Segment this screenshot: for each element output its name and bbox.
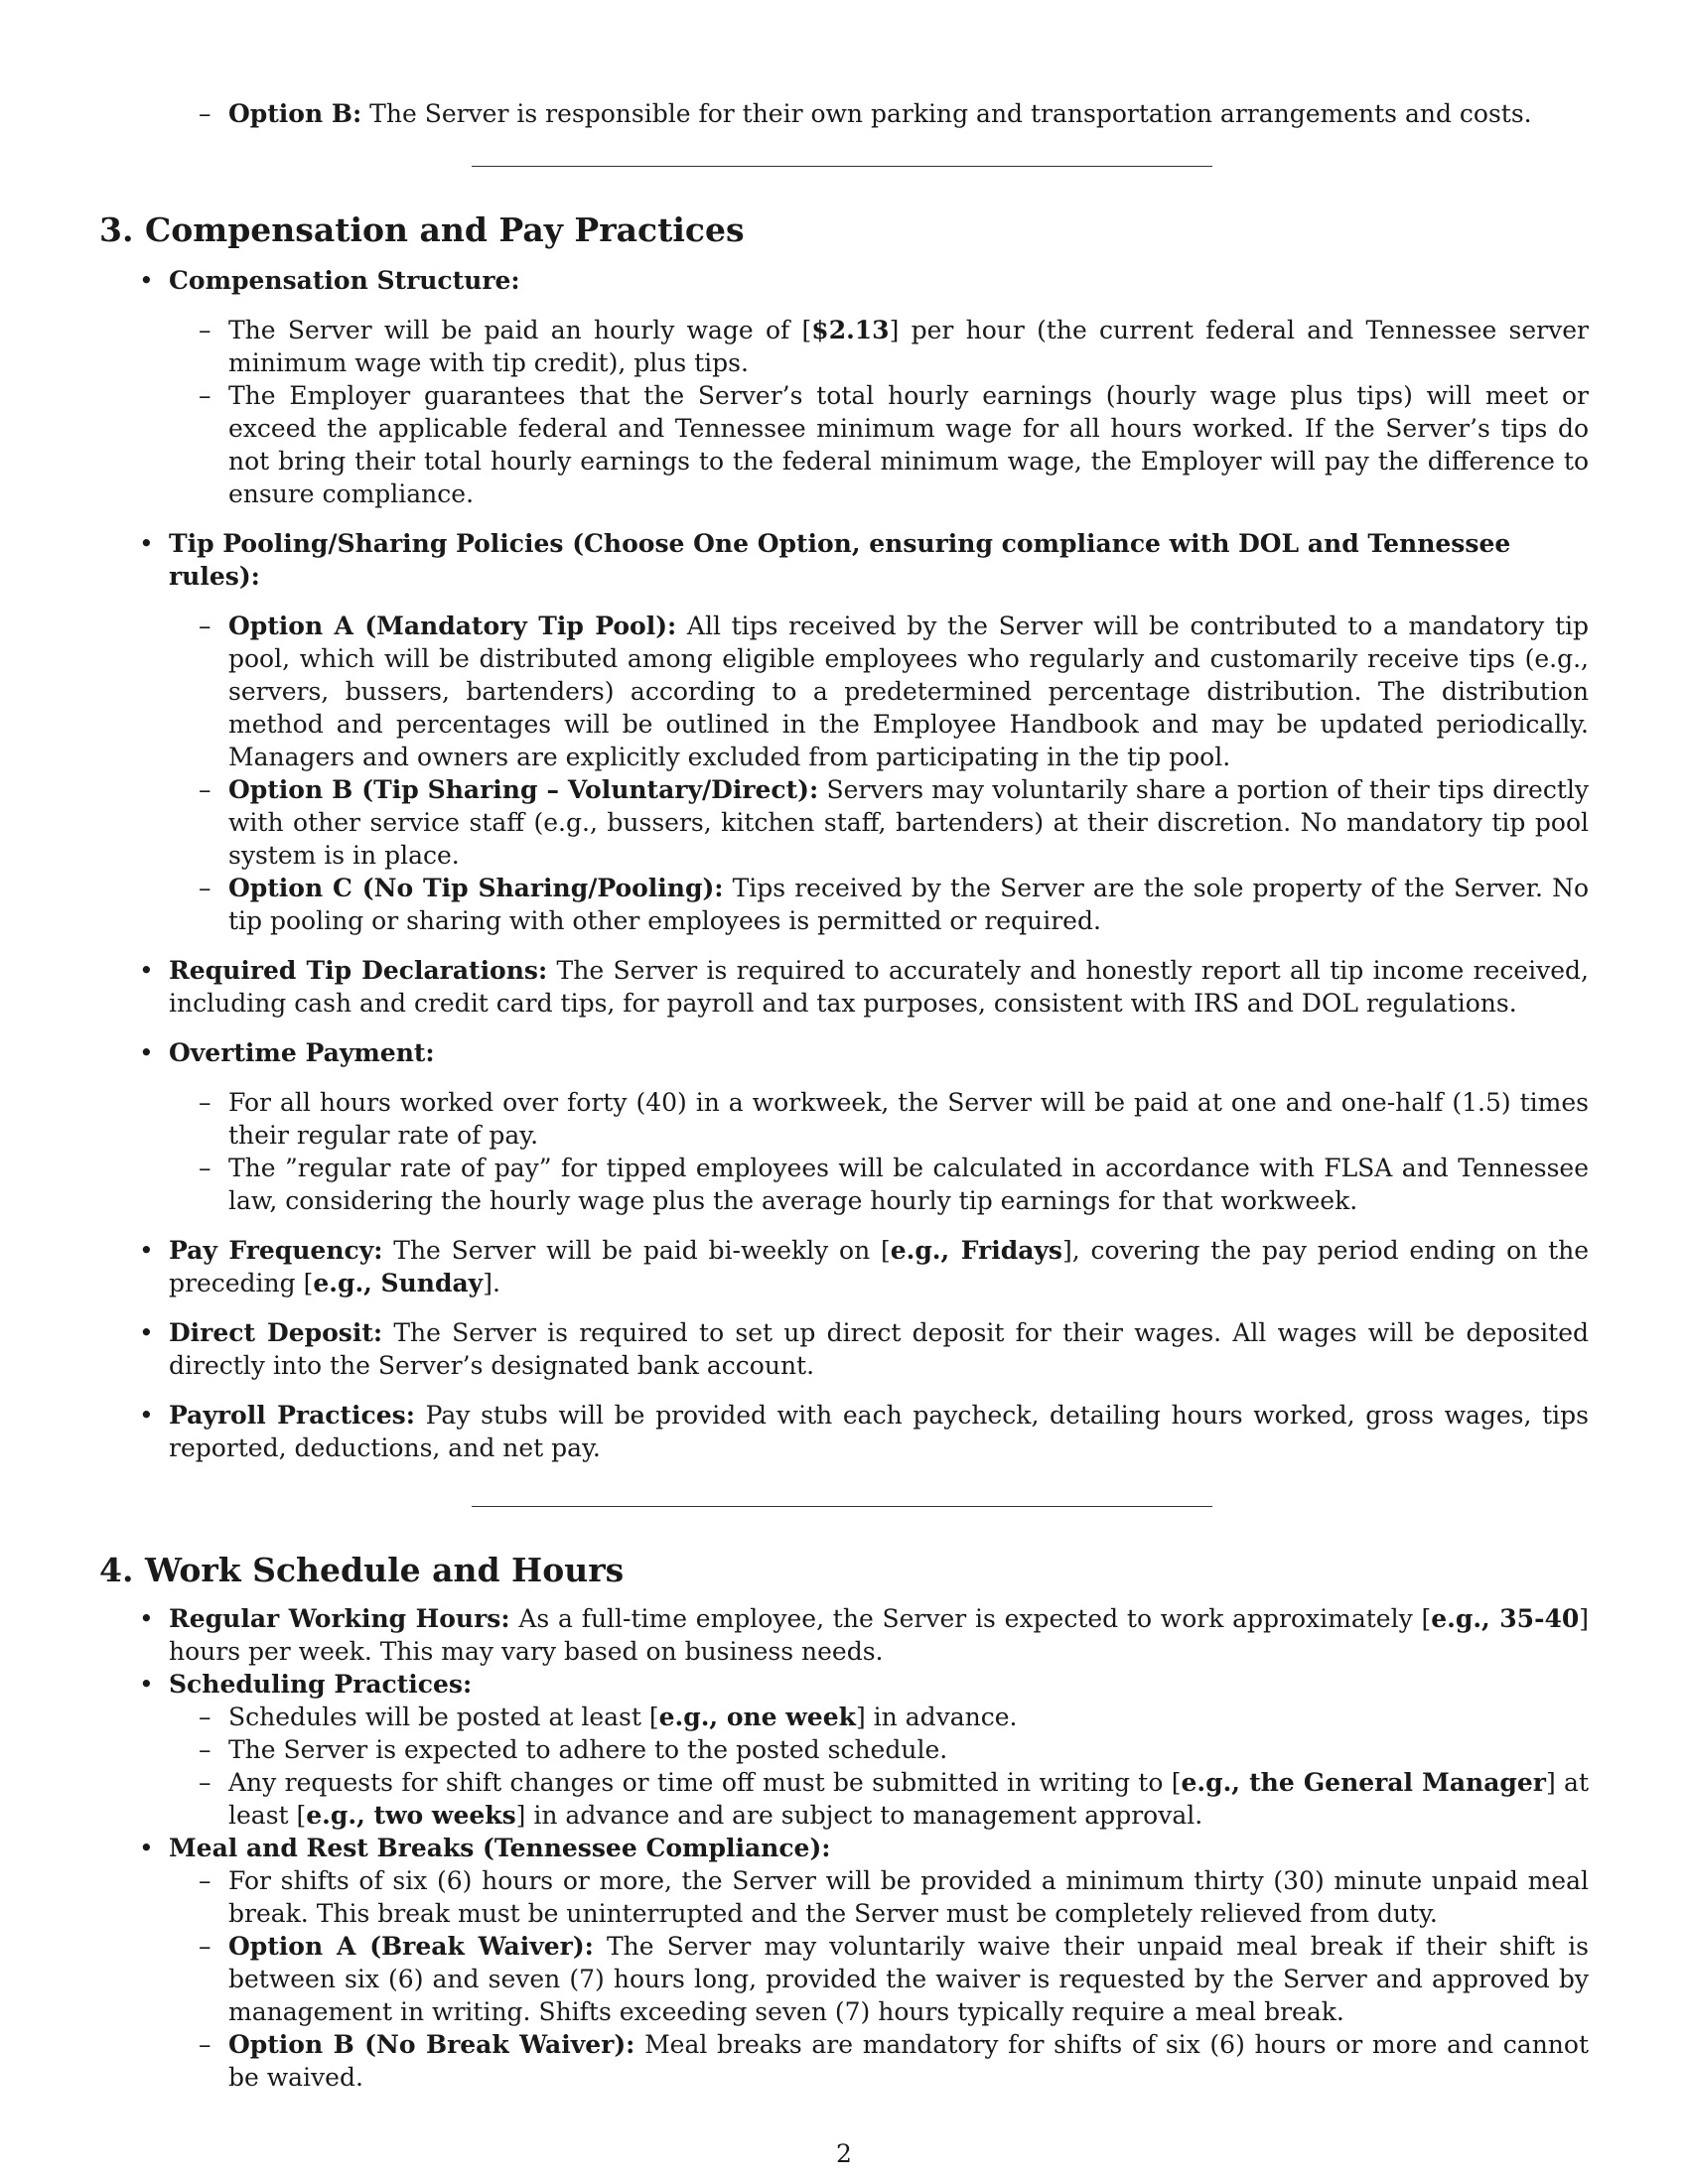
tip-pooling-sublist <box>169 610 1589 937</box>
text: ] in advance. <box>855 1703 1018 1731</box>
text: For all hours worked over forty (40) in a workweek, the Server will be paid at one and one-half (1.5) times their regular rate of pay. <box>228 1088 1589 1150</box>
text: The Server will be paid an hourly wage of [ <box>228 316 812 344</box>
bullet: • <box>139 1038 154 1067</box>
placeholder-value: e.g., the General Manager <box>1181 1768 1546 1797</box>
placeholder-value: e.g., Fridays <box>890 1236 1063 1265</box>
section-number: 3. <box>99 210 134 249</box>
section-4-list <box>99 1602 1589 2094</box>
option-label: Option C (No Tip Sharing/Pooling): <box>228 874 724 902</box>
list-item-regular-hours <box>99 1602 1589 1668</box>
option-label: Option A (Mandatory Tip Pool): <box>228 612 677 640</box>
bullet: • <box>139 1401 154 1430</box>
text: As a full-time employee, the Server is expected to work approximately [ <box>518 1604 1432 1633</box>
text: ] per hour (the current federal and Tennessee server minimum wage with tip credit), plus tips. <box>228 316 1589 377</box>
text: The Server may voluntarily waive their unpaid meal break if their shift is between six (6) and seven (7) hours long, provided the waiver is requested by the Server and approved by management in writing. Shifts exceeding seven (7) hours typically require a meal break. <box>228 1932 1590 2026</box>
dash-bullet: – <box>199 2030 211 2059</box>
dash-bullet: – <box>199 316 211 344</box>
list-item-meal-breaks <box>99 1832 1589 2094</box>
dash-bullet: – <box>199 1154 211 1182</box>
sub-item-shift-requests <box>169 1766 1589 1832</box>
bullet: • <box>139 1318 154 1347</box>
text: Schedules will be posted at least [ <box>228 1703 659 1731</box>
text: The Employer guarantees that the Server’s total hourly earnings (hourly wage plus tips) will meet or exceed the applicable federal and Tennessee minimum wage for all hours worked. If the Server’s tips do not bring their total hourly earnings to the federal minimum wage, the Employer will pay the difference to ensure compliance. <box>228 381 1589 508</box>
list-item-scheduling <box>99 1668 1589 1832</box>
sub-item-no-break-waiver <box>169 2028 1589 2094</box>
text: All tips received by the Server will be contributed to a mandatory tip pool, which will be distributed among eligible employees who regularly and customarily receive tips (e.g., servers, bussers, bartenders) according to a predetermined percentage distribution. The distribution method and percentages will be outlined in the Employee Handbook and may be updated periodically. Managers and owners are explicitly excluded from participating in the tip pool. <box>228 612 1589 771</box>
text: Tips received by the Server are the sole property of the Server. No tip pooling or sharing with other employees is permitted or required. <box>228 874 1589 935</box>
wage-value: $2.13 <box>811 316 890 344</box>
bullet: • <box>139 529 154 558</box>
sub-item-schedule-posting <box>169 1701 1589 1733</box>
text: Meal breaks are mandatory for shifts of six (6) hours or more and cannot be waived. <box>228 2030 1589 2092</box>
dash-bullet: – <box>199 1866 211 1895</box>
sub-item-regular-rate <box>169 1152 1589 1217</box>
option-b-parking-item <box>99 97 1589 130</box>
bullet: • <box>139 1604 154 1633</box>
dash-bullet: – <box>199 1735 211 1764</box>
comp-structure-label: Compensation Structure: <box>169 266 520 295</box>
placeholder-value: e.g., one week <box>658 1703 856 1731</box>
text: ]. <box>483 1269 500 1297</box>
bullet: • <box>139 266 154 295</box>
option-b-label: Option B: <box>228 99 362 128</box>
placeholder-value: e.g., 35-40 <box>1431 1604 1580 1633</box>
dash-bullet: – <box>199 99 211 128</box>
scheduling-label: Scheduling Practices: <box>169 1670 473 1699</box>
tip-pooling-label: Tip Pooling/Sharing Policies (Choose One Option, ensuring compliance with DOL and Tennessee rules): <box>169 529 1511 591</box>
placeholder-value: e.g., Sunday <box>313 1269 484 1297</box>
text: The Server is required to accurately and honestly report all tip income received, including cash and credit card tips, for payroll and tax purposes, consistent with IRS and DOL regulations. <box>169 956 1589 1018</box>
meal-breaks-sublist <box>169 1864 1589 2094</box>
text: The Server is required to set up direct deposit for their wages. All wages will be deposited directly into the Server’s designated bank account. <box>169 1318 1589 1380</box>
regular-hours-label: Regular Working Hours: <box>169 1604 510 1633</box>
bullet: • <box>139 956 154 985</box>
sub-item-option-c <box>169 872 1589 937</box>
page-number: 2 <box>836 2139 852 2168</box>
overtime-sublist <box>169 1086 1589 1217</box>
dash-bullet: – <box>199 612 211 640</box>
sub-item-option-a <box>169 610 1589 773</box>
text: Servers may voluntarily share a portion of their tips directly with other service staff (e.g., bussers, kitchen staff, bartenders) at their discretion. No mandatory tip pool system is in place. <box>228 775 1589 870</box>
section-title: Work Schedule and Hours <box>145 1551 625 1589</box>
horizontal-rule <box>472 166 1212 167</box>
sub-item-adherence <box>169 1733 1589 1766</box>
overtime-label: Overtime Payment: <box>169 1038 435 1067</box>
option-label: Option B (No Break Waiver): <box>228 2030 635 2059</box>
section-heading-3 <box>99 210 1589 250</box>
sub-item-option-b <box>169 773 1589 872</box>
dash-bullet: – <box>199 1932 211 1961</box>
dash-bullet: – <box>199 1088 211 1117</box>
dash-bullet: – <box>199 775 211 804</box>
text: ] hours per week. This may vary based on business needs. <box>169 1604 1589 1666</box>
text: The ”regular rate of pay” for tipped employees will be calculated in accordance with FLSA and Tennessee law, considering the hourly wage plus the average hourly tip earnings for that workweek. <box>228 1154 1589 1215</box>
text: Any requests for shift changes or time off must be submitted in writing to [ <box>228 1768 1182 1797</box>
tip-declarations-label: Required Tip Declarations: <box>169 956 548 985</box>
bullet: • <box>139 1834 154 1862</box>
pay-frequency-label: Pay Frequency: <box>169 1236 383 1265</box>
page-content <box>99 97 1589 2094</box>
direct-deposit-label: Direct Deposit: <box>169 1318 383 1347</box>
list-item-direct-deposit <box>99 1316 1589 1382</box>
horizontal-rule <box>472 1506 1212 1507</box>
payroll-label: Payroll Practices: <box>169 1401 415 1430</box>
text: ] in advance and are subject to management approval. <box>515 1801 1203 1830</box>
sub-item-meal-break <box>169 1864 1589 1930</box>
scheduling-sublist <box>169 1701 1589 1832</box>
text: For shifts of six (6) hours or more, the Server will be provided a minimum thirty (30) minute unpaid meal break. This break must be uninterrupted and the Server must be completely relieved from duty. <box>228 1866 1589 1928</box>
list-item-overtime <box>99 1036 1589 1217</box>
option-b-text: The Server is responsible for their own parking and transportation arrangements and costs. <box>369 99 1532 128</box>
section-title: Compensation and Pay Practices <box>145 210 745 249</box>
list-item-payroll <box>99 1399 1589 1464</box>
dash-bullet: – <box>199 381 211 410</box>
text: Pay stubs will be provided with each paycheck, detailing hours worked, gross wages, tips reported, deductions, and net pay. <box>169 1401 1589 1462</box>
sub-item-guarantee <box>169 379 1589 510</box>
section-heading-4 <box>99 1551 1589 1590</box>
dash-bullet: – <box>199 1768 211 1797</box>
text: The Server will be paid bi-weekly on [ <box>393 1236 891 1265</box>
sub-item-hourly-wage <box>169 314 1589 379</box>
list-item-pay-frequency <box>99 1234 1589 1299</box>
text: ] at least [ <box>228 1768 1590 1830</box>
sub-item-overtime-rate <box>169 1086 1589 1152</box>
list-item-comp-structure <box>99 264 1589 510</box>
meal-breaks-label: Meal and Rest Breaks (Tennessee Compliance): <box>169 1834 831 1862</box>
option-label: Option A (Break Waiver): <box>228 1932 594 1961</box>
comp-structure-sublist <box>169 314 1589 510</box>
text: ], covering the pay period ending on the preceding [ <box>169 1236 1590 1297</box>
placeholder-value: e.g., two weeks <box>306 1801 516 1830</box>
dash-bullet: – <box>199 874 211 902</box>
bullet: • <box>139 1236 154 1265</box>
section-3-list <box>99 264 1589 1464</box>
bullet: • <box>139 1670 154 1699</box>
sub-item-break-waiver <box>169 1930 1589 2028</box>
list-item-tip-pooling <box>99 527 1589 937</box>
dash-bullet: – <box>199 1703 211 1731</box>
text: The Server is expected to adhere to the posted schedule. <box>228 1735 948 1764</box>
section-number: 4. <box>99 1551 134 1589</box>
list-item-tip-declarations <box>99 954 1589 1020</box>
option-label: Option B (Tip Sharing – Voluntary/Direct): <box>228 775 819 804</box>
